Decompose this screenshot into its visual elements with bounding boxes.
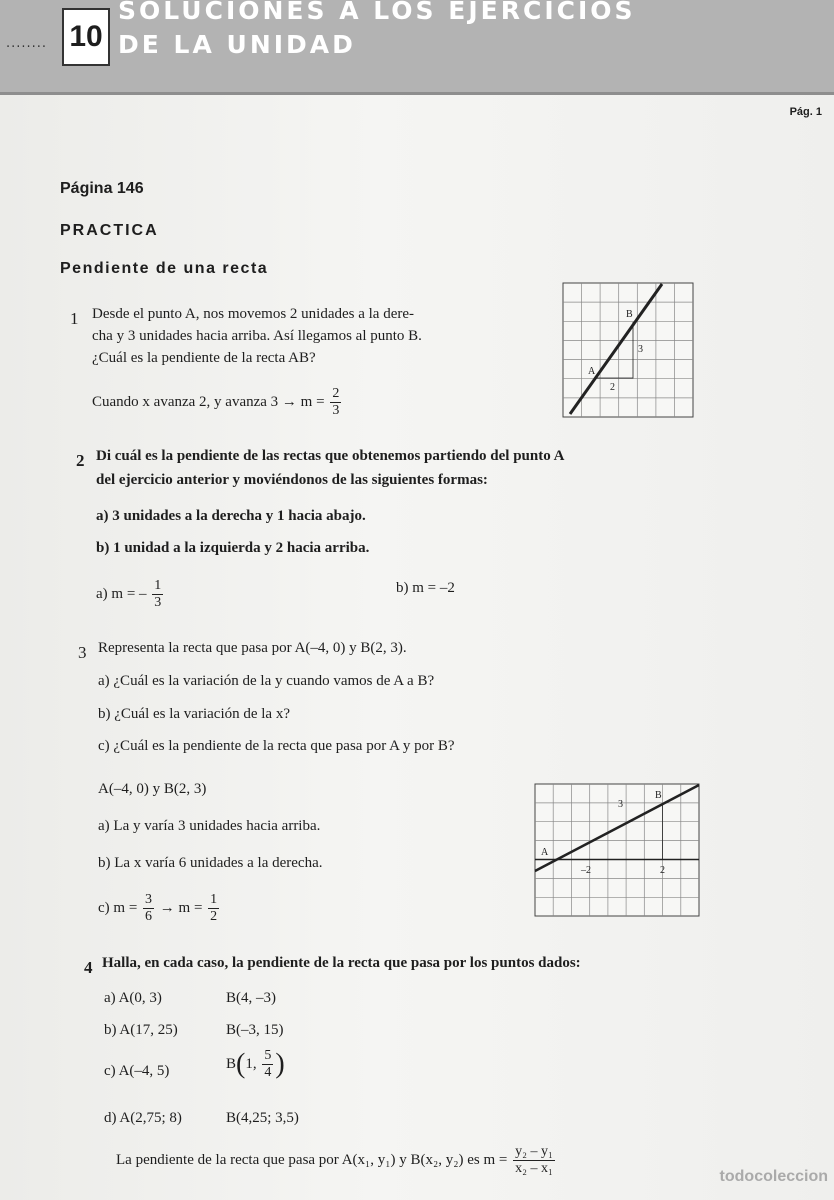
ex1-graph xyxy=(562,282,694,418)
ex3-label-b: B xyxy=(655,790,662,801)
practica-heading: PRACTICA xyxy=(60,222,159,239)
ex4-formula-fraction xyxy=(513,1144,555,1177)
ex1-frac-num: 2 xyxy=(332,386,340,401)
unit-title-line2: DE LA UNIDAD xyxy=(118,30,356,59)
ex4-c-fraction xyxy=(262,1048,273,1081)
ex3-graph-frame xyxy=(535,784,699,916)
ex3-label-neg2: –2 xyxy=(581,865,591,876)
ex1-number: 1 xyxy=(70,309,79,328)
ex1-line1: Desde el punto A, nos movemos 2 unidades a la dere- xyxy=(92,306,415,322)
ex4-a-point2: B(4, –3) xyxy=(226,990,276,1006)
ex3-answer-c-pre: c) m = xyxy=(98,899,138,916)
ex1-line3: ¿Cuál es la pendiente de la recta AB? xyxy=(92,350,316,366)
ex4-c-frac-den: 4 xyxy=(264,1065,272,1080)
ex3-part-c: c) ¿Cuál es la pendiente de la recta que pasa por A y por B? xyxy=(98,738,455,754)
ex1-answer-text: Cuando x avanza 2, y avanza 3 → m = xyxy=(92,393,325,410)
ex4-c-point1: c) A(–4, 5) xyxy=(104,1063,170,1079)
ex4-c-paren-left: ( xyxy=(236,1048,246,1080)
ex3-graph xyxy=(534,783,700,917)
page-number: Pág. 1 xyxy=(789,106,822,118)
ex4-number: 4 xyxy=(84,958,93,977)
ex3-number: 3 xyxy=(78,643,87,662)
ex2-part-a: a) 3 unidades a la derecha y 1 hacia abajo. xyxy=(96,508,366,524)
ex3-frac2-den: 2 xyxy=(210,909,218,924)
ex2-part-b: b) 1 unidad a la izquierda y 2 hacia arriba. xyxy=(96,540,370,556)
ex3-answer-b: b) La x varía 6 unidades a la derecha. xyxy=(98,855,323,871)
ex2-answer-b: b) m = –2 xyxy=(396,580,455,596)
ex4-formula-num: y₂ – y₁ xyxy=(515,1144,553,1159)
ex4-b-point2: B(–3, 15) xyxy=(226,1022,284,1038)
ex2-number: 2 xyxy=(76,451,85,470)
ex2-frac-den: 3 xyxy=(154,595,162,610)
ex1-fraction xyxy=(330,386,341,419)
ex2-frac-num: 1 xyxy=(154,578,162,593)
ex3-answer-c-mid: → m = xyxy=(159,899,203,916)
ex3-points: A(–4, 0) y B(2, 3) xyxy=(98,781,207,797)
ex2-fraction xyxy=(152,578,163,611)
ex4-d-point2: B(4,25; 3,5) xyxy=(226,1110,299,1126)
ex4-c-b-label: B xyxy=(226,1055,237,1072)
ex1-answer xyxy=(92,386,343,419)
ex3-part-b: b) ¿Cuál es la variación de la x? xyxy=(98,706,290,722)
ex3-answer-c xyxy=(98,892,221,925)
ex4-d-point1: d) A(2,75; 8) xyxy=(104,1110,182,1126)
ex3-fraction-1 xyxy=(143,892,154,925)
unit-header xyxy=(0,0,834,95)
ex4-formula xyxy=(116,1144,557,1177)
ex2-line1: Di cuál es la pendiente de las rectas que obtenemos partiendo del punto A xyxy=(96,448,565,464)
ex3-label-3: 3 xyxy=(618,799,623,810)
ex3-fraction-2 xyxy=(208,892,219,925)
unit-title-line1: SOLUCIONES A LOS EJERCICIOS xyxy=(118,0,636,25)
ex4-formula-den: x₂ – x₁ xyxy=(515,1161,553,1176)
ex4-line1: Halla, en cada caso, la pendiente de la recta que pasa por los puntos dados: xyxy=(102,955,581,971)
ex1-label-b: B xyxy=(626,309,633,320)
ex1-line2: cha y 3 unidades hacia arriba. Así llegamos al punto B. xyxy=(92,328,422,344)
ex4-c-paren-right: ) xyxy=(275,1048,285,1080)
unit-number: 10 xyxy=(62,8,110,66)
ex1-label-3: 3 xyxy=(638,344,643,355)
ex3-frac2-num: 1 xyxy=(210,892,218,907)
ex4-c-first: 1, xyxy=(245,1055,257,1072)
subheading: Pendiente de una recta xyxy=(60,260,269,277)
ex3-frac1-num: 3 xyxy=(145,892,153,907)
ex4-formula-text: La pendiente de la recta que pasa por A(x₁, y₁) y B(x₂, y₂) es m = xyxy=(116,1151,508,1168)
ex4-b-point1: b) A(17, 25) xyxy=(104,1022,178,1038)
header-dots: ........ xyxy=(6,36,48,51)
ex1-label-a: A xyxy=(588,366,596,377)
ex4-c-point2 xyxy=(226,1048,285,1081)
ex1-frac-den: 3 xyxy=(332,403,340,418)
ex4-a-point1: a) A(0, 3) xyxy=(104,990,162,1006)
ex2-line2: del ejercicio anterior y moviéndonos de las siguientes formas: xyxy=(96,472,488,488)
ex2-answer-a-text: a) m = – xyxy=(96,585,147,602)
ex3-line1: Representa la recta que pasa por A(–4, 0) y B(2, 3). xyxy=(98,640,407,656)
ex3-label-2: 2 xyxy=(660,865,665,876)
page-heading: Página 146 xyxy=(60,180,144,197)
ex2-answer-a xyxy=(96,578,165,611)
watermark: todocoleccion xyxy=(719,1168,828,1185)
ex3-part-a: a) ¿Cuál es la variación de la y cuando vamos de A a B? xyxy=(98,673,435,689)
ex1-label-2: 2 xyxy=(610,382,615,393)
ex3-frac1-den: 6 xyxy=(145,909,153,924)
ex4-c-frac-num: 5 xyxy=(264,1048,272,1063)
ex3-label-a: A xyxy=(541,847,549,858)
ex3-answer-a: a) La y varía 3 unidades hacia arriba. xyxy=(98,818,321,834)
